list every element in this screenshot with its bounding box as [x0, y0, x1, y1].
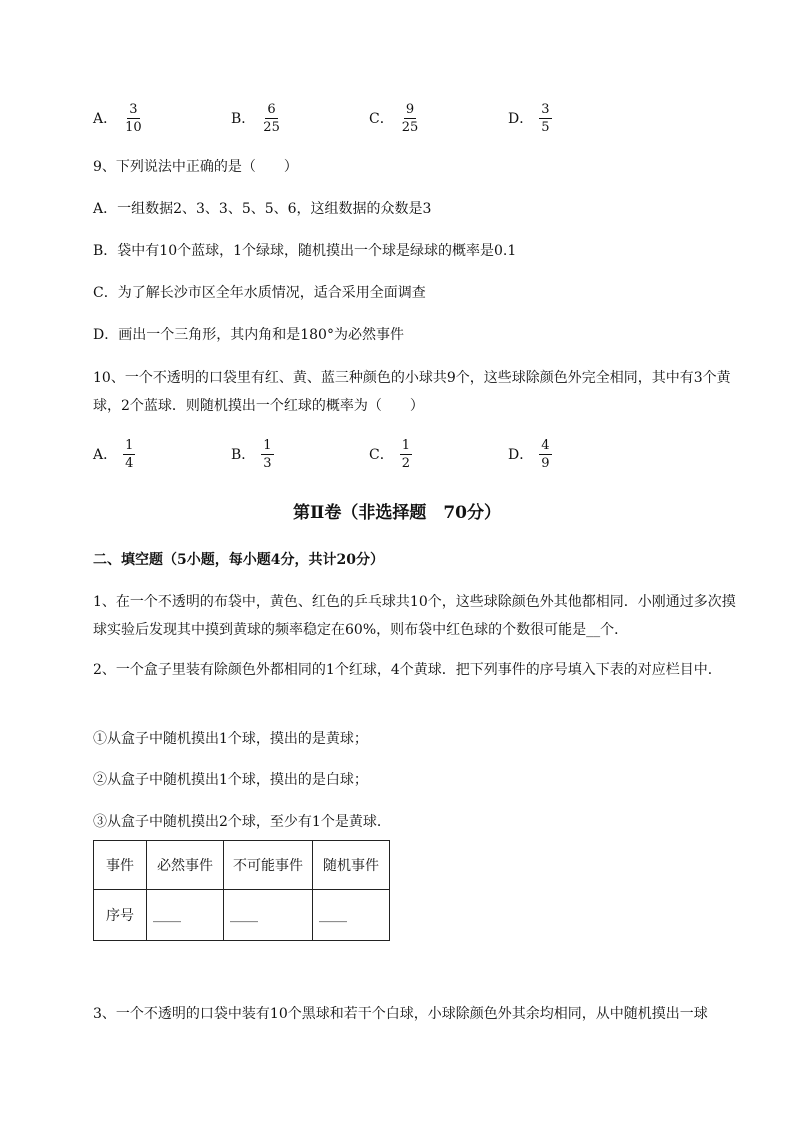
fraction: [123, 438, 135, 471]
fill1-question: 1、在一个不透明的布袋中，黄色、红色的乒乓球共10个，这些球除颜色外其他都相同．小刚通过多次摸球实验后发现其中摸到黄球的频率稳定在60%，则布袋中红色球的个数很可能是__个．: [93, 594, 736, 638]
blank-line: ____: [230, 907, 258, 923]
option-label: C．: [369, 447, 394, 463]
event-table: [93, 840, 390, 941]
option-label: D．: [508, 111, 534, 127]
q9-option-d: D．画出一个三角形，其内角和是180°为必然事件: [93, 327, 404, 343]
numerator: 6: [267, 101, 276, 117]
q10-option-d: [508, 434, 552, 474]
option-label: D．: [508, 447, 534, 463]
fill3-question: 3、一个不透明的口袋中装有10个黑球和若干个白球，小球除颜色外其余均相同，从中随机摸出一球: [93, 1006, 708, 1022]
option-label: A．: [93, 111, 118, 127]
fill2-stem: 2、一个盒子里装有除颜色外都相同的1个红球，4个黄球．把下列事件的序号填入下表的对应栏目中．: [93, 662, 722, 678]
denominator: 25: [263, 119, 280, 135]
answer-blank-random[interactable]: [313, 890, 390, 941]
fraction: [261, 438, 273, 471]
denominator: 2: [401, 455, 410, 471]
table-header: 不可能事件: [224, 841, 313, 890]
fraction: [400, 102, 421, 135]
table-header: 事件: [94, 841, 147, 890]
table-header: 随机事件: [313, 841, 390, 890]
option-label: B．: [231, 447, 256, 463]
fraction: [261, 102, 282, 135]
denominator: 3: [263, 455, 272, 471]
q8-option-d: [508, 98, 552, 138]
denominator: 25: [401, 119, 419, 135]
part2-title: 第Ⅱ卷（非选择题 70分）: [293, 503, 501, 523]
table-header: 必然事件: [147, 841, 224, 890]
q8-options: [93, 98, 713, 138]
fraction: [539, 102, 551, 135]
q10-stem: 10、一个不透明的口袋里有红、黄、蓝三种颜色的小球共9个，这些球除颜色外完全相同，其中有3个黄球，2个蓝球．则随机摸出一个红球的概率为（ ）: [93, 370, 731, 414]
denominator: 10: [125, 119, 142, 135]
numerator: 3: [129, 101, 138, 117]
answer-blank-impossible[interactable]: [224, 890, 313, 941]
blank-line: ____: [319, 907, 347, 923]
q8-option-b: [231, 98, 282, 138]
q9-option-c: C．为了解长沙市区全年水质情况，适合采用全面调查: [93, 285, 426, 301]
section2-heading: 二、填空题（5小题，每小题4分，共计20分）: [93, 552, 384, 568]
fraction: [123, 102, 144, 135]
fill2-event-3: ③从盒子中随机摸出2个球，至少有1个是黄球．: [93, 814, 391, 830]
option-label: A．: [93, 447, 118, 463]
numerator: 1: [401, 437, 410, 453]
q8-option-a: [93, 98, 144, 138]
q9-stem: 9、下列说法中正确的是（ ）: [93, 159, 298, 175]
fraction: [400, 438, 412, 471]
numerator: 9: [405, 101, 415, 117]
option-label: C．: [369, 111, 394, 127]
blank-line: ____: [153, 907, 181, 923]
fraction: [539, 438, 551, 471]
denominator: 5: [541, 119, 550, 135]
q10-option-b: [231, 434, 274, 474]
denominator: 9: [541, 455, 550, 471]
numerator: 3: [541, 101, 550, 117]
denominator: 4: [125, 455, 134, 471]
q10-option-a: [93, 434, 135, 474]
fill2-event-2: ②从盒子中随机摸出1个球，摸出的是白球；: [93, 772, 368, 788]
fill2-event-1: ①从盒子中随机摸出1个球，摸出的是黄球；: [93, 731, 368, 747]
q9-option-a: A．一组数据2、3、3、5、5、6，这组数据的众数是3: [93, 201, 432, 217]
numerator: 1: [125, 437, 134, 453]
q8-option-c: [369, 98, 420, 138]
q9-option-b: B．袋中有10个蓝球，1个绿球，随机摸出一个球是绿球的概率是0.1: [93, 243, 517, 259]
option-label: B．: [231, 111, 256, 127]
numerator: 4: [541, 437, 550, 453]
table-row-label: 序号: [94, 890, 147, 941]
answer-blank-certain[interactable]: [147, 890, 224, 941]
q10-options: [93, 434, 713, 474]
q10-option-c: [369, 434, 412, 474]
numerator: 1: [263, 437, 272, 453]
